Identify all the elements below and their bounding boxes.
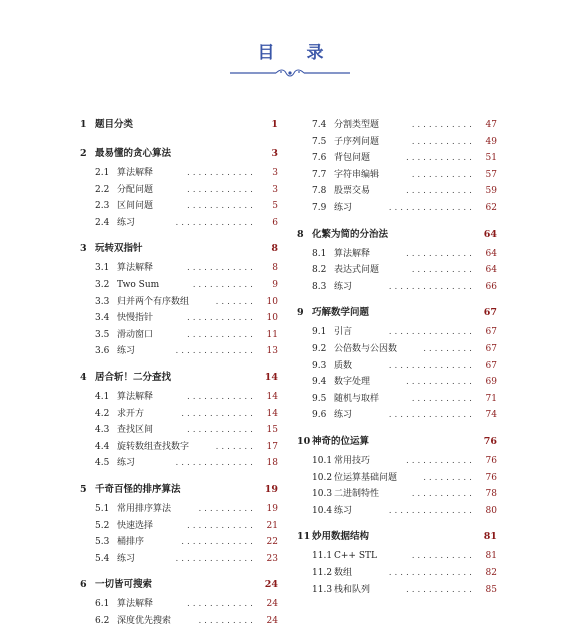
entry-number: 11.1 — [312, 551, 333, 562]
dot-leader: ............ — [187, 168, 256, 177]
toc-section-entry[interactable] — [80, 198, 278, 214]
entry-page-number: 21 — [266, 520, 278, 531]
entry-title: 练习 — [117, 217, 136, 228]
entry-title: 妙用数据结构 — [312, 531, 370, 543]
toc-chapter-entry[interactable] — [297, 305, 497, 321]
entry-number: 7.8 — [312, 186, 327, 197]
entry-number: 3.1 — [95, 263, 110, 274]
dot-leader: ....... — [215, 441, 256, 451]
entry-number: 6.2 — [95, 616, 110, 626]
entry-title: 二进制特性 — [334, 489, 380, 500]
toc-section-entry[interactable] — [80, 518, 278, 534]
dot-leader: ........... — [192, 280, 256, 289]
entry-number: 9.5 — [312, 393, 327, 404]
toc-chapter-entry[interactable] — [80, 241, 278, 257]
entry-number: 4.3 — [95, 425, 110, 436]
toc-section-entry[interactable] — [297, 548, 497, 564]
entry-title: 练习 — [334, 505, 353, 516]
entry-page-number: 10 — [266, 296, 278, 307]
entry-title: 表达式问题 — [334, 265, 380, 276]
entry-title: 快慢指针 — [117, 313, 154, 324]
entry-number: 8.1 — [312, 248, 327, 259]
toc-chapter-entry[interactable] — [297, 434, 497, 450]
dot-leader: ............ — [187, 329, 256, 339]
entry-page-number: 59 — [485, 186, 497, 197]
dot-leader: ............ — [406, 248, 475, 258]
entry-title: 字符串编辑 — [334, 169, 380, 180]
entry-title: 快速选择 — [117, 520, 154, 531]
entry-number: 7.4 — [312, 120, 327, 130]
entry-page-number: 1 — [271, 119, 278, 130]
dot-leader: ............ — [187, 520, 256, 530]
toc-section-entry[interactable] — [80, 165, 278, 181]
dot-leader: ............ — [406, 186, 475, 196]
entry-page-number: 47 — [485, 120, 497, 130]
dot-leader: ............ — [187, 184, 256, 194]
entry-title: 引言 — [334, 327, 353, 338]
entry-title: 子序列问题 — [334, 136, 380, 147]
entry-title: 算法解释 — [334, 248, 371, 259]
entry-title: 题目分类 — [95, 119, 134, 130]
toc-section-entry[interactable] — [297, 470, 497, 486]
entry-page-number: 14 — [264, 372, 278, 383]
entry-title: 玩转双指针 — [95, 243, 143, 255]
entry-page-number: 51 — [485, 153, 497, 164]
entry-page-number: 67 — [485, 360, 497, 371]
dot-leader: .......... — [198, 504, 256, 513]
toc-chapter-entry[interactable] — [297, 529, 497, 545]
entry-page-number: 19 — [264, 484, 278, 495]
dot-leader: ......... — [423, 472, 475, 482]
dot-leader: ............... — [388, 203, 475, 212]
dot-leader: ............... — [388, 410, 475, 420]
entry-title: 神奇的位运算 — [312, 436, 370, 447]
dot-leader: ........... — [411, 393, 475, 403]
entry-page-number: 71 — [485, 393, 497, 404]
toc-chapter-entry[interactable] — [80, 482, 278, 498]
entry-number: 10.1 — [312, 456, 333, 466]
entry-number: 3.3 — [95, 296, 110, 307]
page-title — [0, 38, 583, 63]
toc-section-entry[interactable] — [80, 182, 278, 198]
entry-number: 4 — [80, 372, 87, 383]
entry-number: 5.2 — [95, 520, 110, 531]
entry-page-number: 10 — [266, 313, 278, 324]
entry-title: 巧解数学问题 — [312, 307, 370, 319]
entry-title: 旋转数组查找数字 — [117, 441, 190, 452]
entry-number: 11 — [297, 531, 311, 543]
entry-title: 区间问题 — [117, 201, 154, 212]
entry-number: 6 — [80, 579, 87, 591]
entry-number: 2 — [80, 148, 87, 159]
toc-section-entry[interactable] — [80, 501, 278, 517]
entry-title: 桶排序 — [117, 537, 145, 548]
toc-section-entry[interactable] — [297, 358, 497, 374]
entry-page-number: 24 — [264, 579, 278, 591]
dot-leader: .............. — [175, 553, 256, 563]
entry-number: 10.2 — [312, 472, 333, 483]
toc-section-entry[interactable] — [297, 200, 497, 216]
entry-title: Two Sum — [117, 280, 160, 290]
toc-section-entry[interactable] — [297, 374, 497, 390]
entry-title: 深度优先搜索 — [117, 616, 172, 626]
entry-title: 质数 — [334, 360, 353, 371]
dot-leader: ............ — [406, 153, 475, 163]
dot-leader: ............ — [406, 584, 475, 594]
dot-leader: ........... — [411, 136, 475, 146]
dot-leader: ............... — [388, 360, 475, 370]
title-ornament-divider — [230, 68, 350, 78]
entry-number: 8.3 — [312, 281, 327, 292]
entry-page-number: 67 — [485, 344, 497, 354]
toc-section-entry[interactable] — [80, 439, 278, 455]
toc-chapter-entry[interactable] — [297, 227, 497, 243]
toc-section-entry[interactable] — [297, 117, 497, 133]
entry-title: 位运算基础问题 — [334, 472, 398, 483]
entry-number: 7.9 — [312, 203, 327, 213]
entry-number: 9.6 — [312, 410, 327, 421]
entry-title: 分配问题 — [117, 184, 154, 195]
entry-number: 5 — [80, 484, 87, 495]
entry-title: 千奇百怪的排序算法 — [95, 484, 181, 495]
entry-title: 练习 — [334, 410, 353, 421]
entry-number: 10.4 — [312, 505, 333, 516]
entry-title: 练习 — [117, 346, 136, 357]
entry-page-number: 6 — [272, 217, 278, 228]
entry-number: 7.6 — [312, 153, 327, 164]
entry-title: 股票交易 — [334, 186, 371, 197]
dot-leader: ............ — [187, 263, 256, 273]
dot-leader: ........... — [411, 120, 475, 129]
toc-section-entry[interactable] — [297, 324, 497, 340]
toc-section-entry[interactable] — [80, 534, 278, 550]
toc-section-entry[interactable] — [80, 422, 278, 438]
entry-page-number: 24 — [266, 616, 278, 626]
entry-title: 常用技巧 — [334, 456, 371, 466]
entry-number: 9.4 — [312, 377, 327, 388]
toc-section-entry[interactable] — [297, 582, 497, 598]
entry-number: 3.4 — [95, 313, 110, 324]
entry-number: 2.4 — [95, 217, 110, 228]
toc-section-entry[interactable] — [297, 183, 497, 199]
entry-page-number: 8 — [272, 263, 278, 274]
entry-number: 6.1 — [95, 599, 110, 610]
entry-page-number: 64 — [485, 265, 497, 276]
entry-number: 2.3 — [95, 201, 110, 212]
dot-leader: ............. — [181, 537, 256, 547]
dot-leader: ............... — [388, 568, 475, 577]
dot-leader: ............... — [388, 281, 475, 291]
entry-number: 2.1 — [95, 168, 110, 178]
toc-section-entry[interactable] — [80, 294, 278, 310]
entry-number: 8 — [297, 228, 304, 240]
entry-page-number: 17 — [266, 441, 278, 452]
entry-title: 滑动窗口 — [117, 329, 154, 340]
dot-leader: ............... — [388, 327, 475, 337]
dot-leader: ............ — [406, 456, 475, 465]
toc-section-entry[interactable] — [297, 453, 497, 469]
entry-number: 4.5 — [95, 458, 110, 469]
entry-page-number: 3 — [272, 168, 278, 178]
toc-section-entry[interactable] — [297, 407, 497, 423]
dot-leader: ............... — [388, 505, 475, 515]
toc-section-entry[interactable] — [80, 455, 278, 471]
entry-title: 算法解释 — [117, 168, 154, 178]
title-char-1: 目 — [257, 43, 277, 63]
entry-title: 练习 — [117, 553, 136, 564]
toc-section-entry[interactable] — [297, 503, 497, 519]
entry-page-number: 85 — [485, 584, 497, 595]
dot-leader: ............ — [187, 425, 256, 435]
entry-title: 随机与取样 — [334, 393, 380, 404]
entry-number: 9.3 — [312, 360, 327, 371]
title-char-2: 录 — [306, 43, 326, 63]
entry-page-number: 67 — [483, 307, 497, 319]
entry-page-number: 49 — [485, 136, 497, 147]
entry-title: 公倍数与公因数 — [334, 344, 398, 354]
entry-page-number: 78 — [485, 489, 497, 500]
entry-number: 3 — [80, 243, 87, 255]
entry-title: 栈和队列 — [334, 584, 371, 595]
entry-number: 11.3 — [312, 584, 333, 595]
entry-page-number: 8 — [271, 243, 278, 255]
entry-page-number: 14 — [266, 408, 278, 419]
entry-page-number: 57 — [485, 169, 497, 180]
dot-leader: .............. — [175, 346, 256, 356]
entry-number: 5.3 — [95, 537, 110, 548]
entry-number: 5.4 — [95, 553, 110, 564]
entry-page-number: 74 — [485, 410, 497, 421]
entry-title: 一切皆可搜索 — [95, 579, 153, 591]
toc-section-entry[interactable] — [297, 246, 497, 262]
entry-page-number: 19 — [266, 504, 278, 514]
entry-title: 背包问题 — [334, 153, 371, 164]
entry-title: 数组 — [334, 568, 353, 578]
entry-number: 3.5 — [95, 329, 110, 340]
entry-page-number: 66 — [485, 281, 497, 292]
entry-number: 9.1 — [312, 327, 327, 338]
entry-title: 练习 — [334, 281, 353, 292]
entry-title: 居合斩！二分查找 — [95, 372, 172, 383]
entry-number: 10 — [297, 436, 311, 447]
dot-leader: ........... — [411, 551, 475, 561]
entry-page-number: 80 — [485, 505, 497, 516]
entry-page-number: 76 — [485, 472, 497, 483]
entry-number: 8.2 — [312, 265, 327, 276]
toc-chapter-entry[interactable] — [80, 370, 278, 386]
entry-page-number: 76 — [483, 436, 497, 447]
toc-section-entry[interactable] — [297, 167, 497, 183]
entry-title: 算法解释 — [117, 392, 154, 402]
entry-page-number: 14 — [266, 392, 278, 402]
entry-number: 7.5 — [312, 136, 327, 147]
entry-number: 10.3 — [312, 489, 333, 500]
entry-number: 1 — [80, 119, 87, 130]
entry-number: 9.2 — [312, 344, 327, 354]
toc-section-entry[interactable] — [80, 260, 278, 276]
toc-chapter-entry[interactable] — [80, 117, 278, 133]
toc-section-entry[interactable] — [80, 310, 278, 326]
toc-chapter-entry[interactable] — [80, 146, 278, 162]
entry-page-number: 62 — [485, 203, 497, 213]
entry-number: 9 — [297, 307, 304, 319]
entry-title: 算法解释 — [117, 599, 154, 610]
entry-title: 归并两个有序数组 — [117, 296, 190, 307]
toc-section-entry[interactable] — [80, 327, 278, 343]
entry-number: 4.1 — [95, 392, 110, 402]
entry-number: 5.1 — [95, 504, 110, 514]
entry-number: 4.4 — [95, 441, 110, 452]
toc-section-entry[interactable] — [80, 215, 278, 231]
dot-leader: .............. — [175, 458, 256, 468]
entry-page-number: 23 — [266, 553, 278, 564]
entry-page-number: 3 — [272, 184, 278, 195]
dot-leader: ............ — [187, 201, 256, 211]
entry-number: 4.2 — [95, 408, 110, 419]
toc-section-entry[interactable] — [297, 262, 497, 278]
entry-page-number: 22 — [266, 537, 278, 548]
entry-title: 数字处理 — [334, 377, 371, 388]
entry-number: 3.2 — [95, 280, 110, 290]
entry-page-number: 3 — [271, 148, 278, 159]
dot-leader: ............ — [406, 377, 475, 387]
toc-section-entry[interactable] — [297, 391, 497, 407]
entry-number: 3.6 — [95, 346, 110, 357]
entry-number: 2.2 — [95, 184, 110, 195]
dot-leader: .......... — [198, 616, 256, 625]
entry-title: 化繁为简的分治法 — [312, 228, 389, 240]
entry-page-number: 15 — [266, 425, 278, 436]
entry-title: C++ STL — [334, 551, 377, 562]
toc-section-entry[interactable] — [80, 551, 278, 567]
entry-page-number: 64 — [483, 228, 497, 240]
entry-title: 查找区间 — [117, 425, 154, 436]
toc-section-entry[interactable] — [297, 565, 497, 581]
entry-title: 求开方 — [117, 408, 145, 419]
toc-chapter-entry[interactable] — [80, 577, 278, 593]
dot-leader: ........... — [411, 489, 475, 499]
entry-page-number: 9 — [272, 280, 278, 290]
entry-page-number: 76 — [485, 456, 497, 466]
toc-section-entry[interactable] — [297, 279, 497, 295]
toc-section-entry[interactable] — [297, 486, 497, 502]
dot-leader: .............. — [175, 217, 256, 227]
dot-leader: ............ — [187, 392, 256, 401]
entry-page-number: 67 — [485, 327, 497, 338]
toc-section-entry[interactable] — [80, 343, 278, 359]
entry-page-number: 18 — [266, 458, 278, 469]
entry-number: 11.2 — [312, 568, 333, 578]
entry-page-number: 5 — [272, 201, 278, 212]
toc-section-entry[interactable] — [80, 613, 278, 629]
dot-leader: ......... — [423, 344, 475, 353]
entry-title: 练习 — [334, 203, 353, 213]
entry-page-number: 69 — [485, 377, 497, 388]
dot-leader: ....... — [215, 296, 256, 306]
entry-title: 练习 — [117, 458, 136, 469]
dot-leader: ............. — [181, 408, 256, 418]
entry-title: 分割类型题 — [334, 120, 380, 130]
entry-page-number: 24 — [266, 599, 278, 610]
entry-page-number: 82 — [485, 568, 497, 578]
dot-leader: ........... — [411, 169, 475, 179]
entry-title: 算法解释 — [117, 263, 154, 274]
entry-title: 最易懂的贪心算法 — [95, 148, 172, 159]
dot-leader: ............ — [187, 599, 256, 609]
entry-page-number: 11 — [266, 329, 278, 340]
entry-page-number: 13 — [266, 346, 278, 357]
toc-section-entry[interactable] — [297, 134, 497, 150]
dot-leader: ............ — [187, 313, 256, 323]
toc-section-entry[interactable] — [80, 389, 278, 405]
entry-page-number: 64 — [485, 248, 497, 259]
entry-title: 常用排序算法 — [117, 504, 172, 514]
toc-section-entry[interactable] — [297, 150, 497, 166]
dot-leader: ........... — [411, 265, 475, 275]
entry-page-number: 81 — [485, 551, 497, 562]
entry-page-number: 81 — [483, 531, 497, 543]
toc-section-entry[interactable] — [80, 277, 278, 293]
toc-section-entry[interactable] — [80, 406, 278, 422]
entry-number: 7.7 — [312, 169, 327, 180]
toc-section-entry[interactable] — [297, 341, 497, 357]
